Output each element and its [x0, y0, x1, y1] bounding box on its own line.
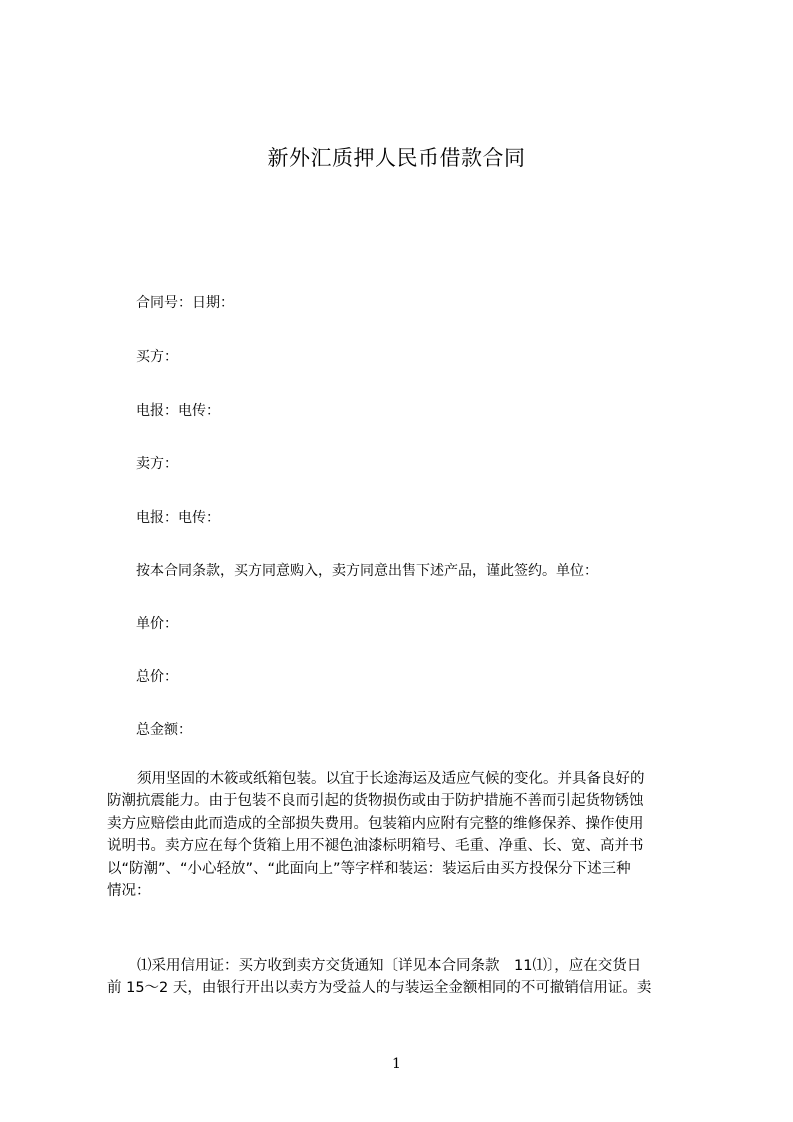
seller-field: 卖方：	[136, 456, 178, 472]
buyer-telegram-telex-field: 电报：电传：	[136, 403, 220, 419]
agreement-statement: 按本合同条款，买方同意购入，卖方同意出售下述产品，谨此签约。单位：	[136, 563, 598, 579]
seller-telegram-telex-field: 电报：电传：	[136, 510, 220, 526]
unit-price-field: 单价：	[136, 616, 178, 632]
paragraph-line: 卖方应赔偿由此而造成的全部损失费用。包装箱内应附有完整的维修保养、操作使用	[107, 815, 644, 832]
buyer-field: 买方：	[136, 349, 178, 365]
paragraph-line: 防潮抗震能力。由于包装不良而引起的货物损伤或由于防护措施不善而引起货物锈蚀	[107, 793, 644, 810]
total-price-field: 总价：	[136, 669, 178, 685]
payment-paragraph	[107, 955, 699, 1000]
contract-number-date-field: 合同号：日期：	[136, 295, 234, 311]
page-number: 1	[392, 1056, 401, 1072]
paragraph-line: ⑴采用信用证：买方收到卖方交货通知〔详见本合同条款 11⑴〕，应在交货日	[137, 958, 642, 974]
packing-paragraph	[107, 768, 699, 902]
paragraph-line: 以“防潮”、“小心轻放”、“此面向上”等字样和装运：装运后由买方投保分下述三种	[107, 860, 631, 877]
paragraph-line: 说明书。卖方应在每个货箱上用不褪色油漆标明箱号、毛重、净重、长、宽、高并书	[107, 838, 644, 855]
paragraph-line: 须用坚固的木筱或纸箱包装。以宜于长途海运及适应气候的变化。并具备良好的	[137, 771, 645, 787]
document-title: 新外汇质押人民币借款合同	[267, 146, 526, 170]
total-amount-field: 总金额：	[136, 722, 192, 738]
paragraph-line: 情况：	[107, 883, 151, 900]
paragraph-line: 前 15～2 天，由银行开出以卖方为受益人的与装运全金额相同的不可撤销信用证。卖	[107, 980, 652, 997]
